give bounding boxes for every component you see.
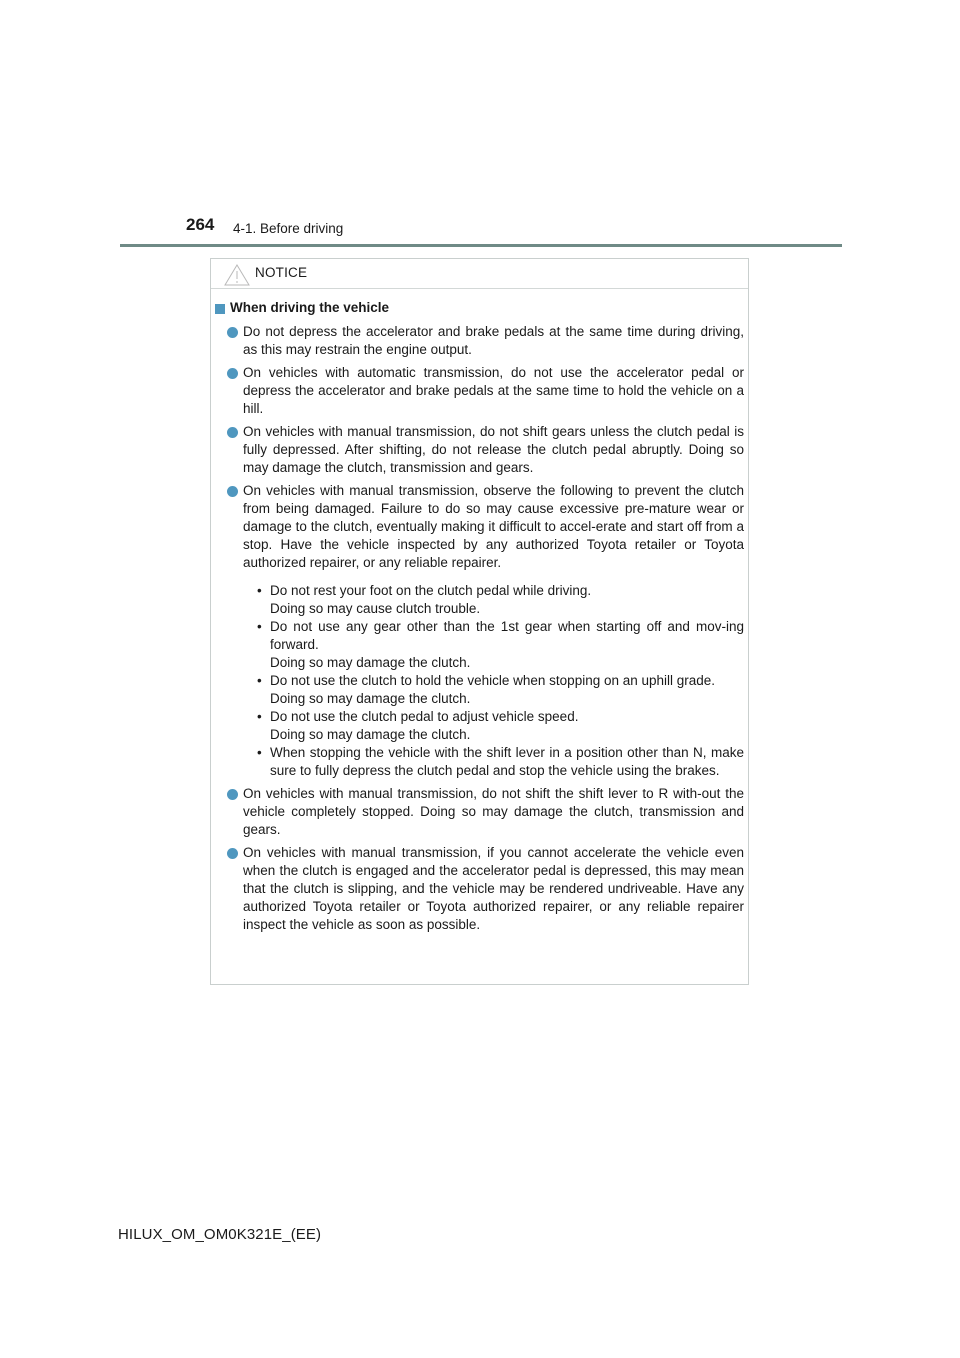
- circle-bullet-icon: [227, 427, 238, 438]
- bullet-text: On vehicles with manual transmission, observe the following to prevent the clutch from being damaged. Failure to do so may cause excessive pre-mature wear or damage to the clutch, eventually making it difficult to accel-erate and start off from a stop. Have the vehicle inspected by any authorized Toyota retailer or Toyota authorized repairer, or any reliable repairer.: [243, 483, 744, 570]
- circle-bullet-icon: [227, 327, 238, 338]
- sub-item: [243, 618, 744, 672]
- sub-item-note: Doing so may damage the clutch.: [270, 655, 471, 670]
- page-number: 264: [186, 215, 215, 234]
- sub-item-mark: •: [257, 745, 262, 760]
- sub-item-text: Do not use the clutch to hold the vehicle when stopping on an uphill grade.: [270, 673, 716, 688]
- sub-item-note: Doing so may damage the clutch.: [270, 727, 471, 742]
- sub-item-mark: •: [257, 673, 262, 688]
- notice-header: [211, 259, 748, 289]
- notice-content: [215, 300, 744, 934]
- bullet-item: [215, 482, 744, 572]
- notice-heading-text: When driving the vehicle: [230, 300, 390, 315]
- circle-bullet-icon: [227, 848, 238, 859]
- sub-item-mark: •: [257, 619, 262, 634]
- circle-bullet-icon: [227, 486, 238, 497]
- sub-item: [243, 672, 744, 708]
- bullet-item: [215, 785, 744, 839]
- sub-item-mark: •: [257, 583, 262, 598]
- bullet-item: [215, 323, 744, 359]
- sub-list: [243, 582, 744, 780]
- section-title: 4-1. Before driving: [233, 221, 344, 236]
- footer-code: HILUX_OM_OM0K321E_(EE): [118, 1226, 322, 1243]
- notice-box: [210, 258, 749, 985]
- sub-item-text: Do not use any gear other than the 1st gear when starting off and mov-ing forward.: [270, 619, 744, 652]
- circle-bullet-icon: [227, 368, 238, 379]
- bullet-item: [215, 364, 744, 418]
- sub-item-note: Doing so may damage the clutch.: [270, 691, 471, 706]
- circle-bullet-icon: [227, 789, 238, 800]
- sub-item-mark: •: [257, 709, 262, 724]
- bullet-item: [215, 423, 744, 477]
- bullet-item: [215, 844, 744, 934]
- sub-item-text: Do not use the clutch pedal to adjust vehicle speed.: [270, 709, 579, 724]
- header-rule: [120, 244, 842, 247]
- bullet-text: On vehicles with manual transmission, do not shift gears unless the clutch pedal is fully depressed. After shifting, do not release the clutch pedal abruptly. Doing so may damage the clutch, transmission and gears.: [243, 424, 744, 475]
- bullet-text: On vehicles with automatic transmission, do not use the accelerator pedal or depress the accelerator and brake pedals at the same time to hold the vehicle on a hill.: [243, 365, 744, 416]
- sub-item: [243, 582, 744, 618]
- warning-triangle-icon: [224, 264, 250, 286]
- sub-item: [243, 708, 744, 744]
- sub-item-note: Doing so may cause clutch trouble.: [270, 601, 481, 616]
- bullet-text: On vehicles with manual transmission, if you cannot accelerate the vehicle even when the clutch is engaged and the accelerator pedal is depressed, this may mean that the clutch is slipping, and the vehicle may be rendered undriveable. Have any authorized Toyota retailer or Toyota authorized repairer, or any reliable repairer inspect the vehicle as soon as possible.: [243, 845, 744, 932]
- notice-heading: [215, 300, 744, 318]
- bullet-text: On vehicles with manual transmission, do not shift the shift lever to R with-out the vehicle completely stopped. Doing so may damage the clutch, transmission and gears.: [243, 786, 744, 837]
- square-bullet-icon: [215, 304, 225, 314]
- bullet-text: Do not depress the accelerator and brake pedals at the same time during driving, as this may restrain the engine output.: [243, 324, 744, 357]
- sub-item-text: Do not rest your foot on the clutch pedal while driving.: [270, 583, 592, 598]
- sub-item-text: When stopping the vehicle with the shift lever in a position other than N, make sure to fully depress the clutch pedal and stop the vehicle using the brakes.: [270, 745, 744, 778]
- sub-item: [243, 744, 744, 780]
- notice-title: NOTICE: [255, 265, 308, 280]
